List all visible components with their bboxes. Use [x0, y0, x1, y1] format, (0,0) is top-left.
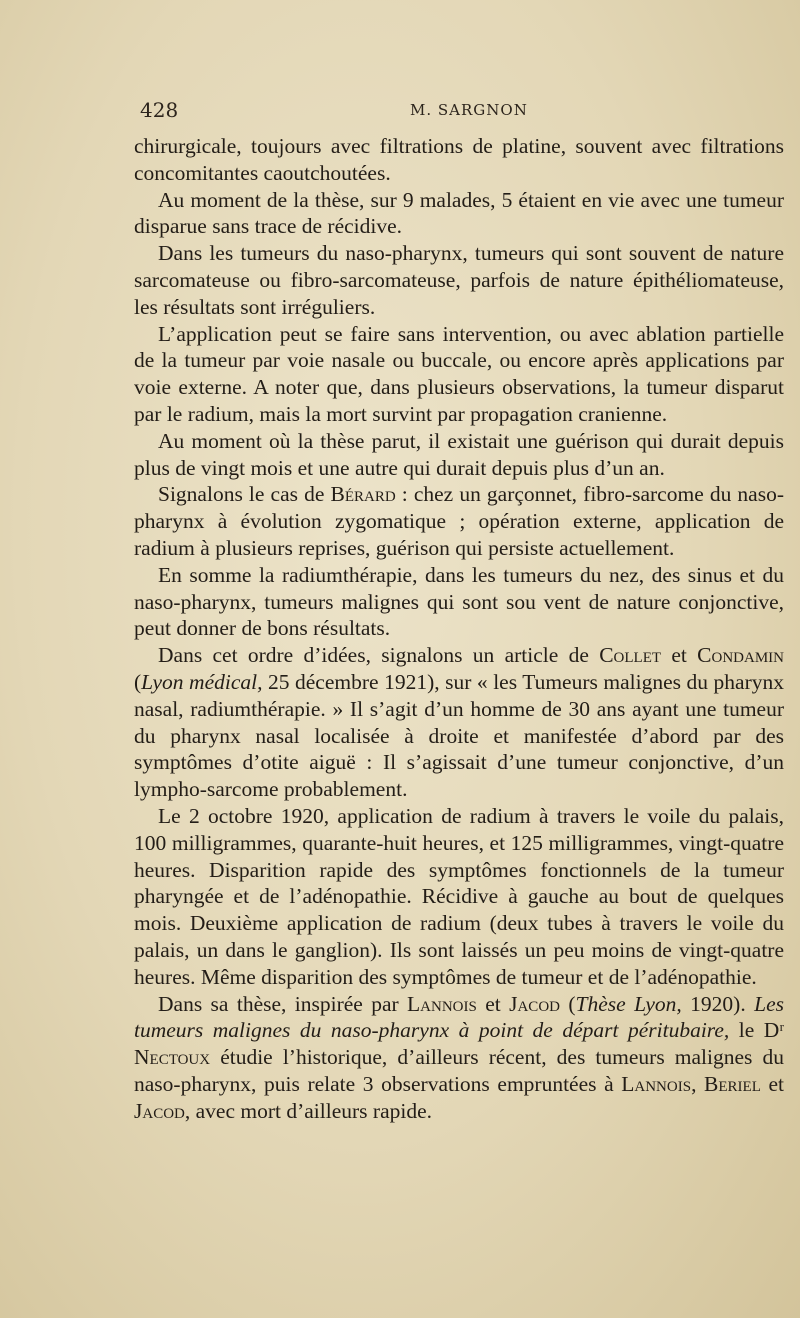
paragraph: [134, 642, 784, 803]
text-run: Signalons le cas de: [158, 482, 331, 507]
page-header: [140, 98, 780, 122]
journal-title: Lyon médical,: [141, 669, 263, 694]
text-run: Dans sa thèse, inspirée par: [158, 991, 408, 1016]
text-run: étudie l’historique, d’ailleurs récent, des tumeurs malignes du naso-pharynx, puis relate 3 observations empruntées à: [134, 1045, 784, 1096]
text-run: : chez un garçonnet, fibro-sarcome du naso-pharynx à évolution zygomatique ; opération externe, application de radium à plusieurs reprises, guérison qui persiste actuellement.: [134, 482, 785, 560]
text-run: , avec mort d’ailleurs rapide.: [184, 1098, 433, 1123]
author-name: Bérard: [330, 482, 396, 507]
body-text: [134, 133, 784, 1124]
text-run: et: [760, 1071, 784, 1096]
text-run: (: [134, 669, 142, 694]
author-name: Lannois: [621, 1071, 692, 1096]
paragraph: Au moment de la thèse, sur 9 malades, 5 étaient en vie avec une tumeur disparue sans trace de récidive.: [134, 187, 784, 239]
text-run: le Dʳ: [729, 1018, 785, 1043]
paragraph: chirurgicale, toujours avec filtrations de platine, souvent avec filtrations concomitantes caoutchoutées.: [134, 134, 784, 185]
text-run: et: [661, 643, 698, 668]
author-name: Collet: [599, 643, 662, 668]
text-run: 25 décembre 1921), sur « les Tumeurs malignes du pharynx nasal, radiumthérapie. » Il s’agit d’un homme de 30 ans ayant une tumeur du pharynx nasal localisée à droite et manifestée d’abord par des symptômes d’otite aiguë : Il s’agissait d’une tumeur conjonctive, d’un lympho-sarcome probablement.: [134, 669, 784, 802]
paragraph: En somme la radiumthérapie, dans les tumeurs du nez, des sinus et du naso-pharynx, tumeurs malignes qui sont sou vent de nature conjonctive, peut donner de bons résultats.: [134, 562, 784, 641]
author-name: Jacod: [509, 991, 560, 1016]
paragraph: Le 2 octobre 1920, application de radium à travers le voile du palais, 100 milligrammes, quarante-huit heures, et 125 milligrammes, vingt-quatre heures. Disparition rapide des symptômes fonctionnels de la tumeur pharyngée et de l’adénopathie. Récidive à gauche au bout de quelques mois. Deuxième application de radium (deux tubes à travers le voile du palais, un dans le ganglion). Ils sont laissés un peu moins de vingt-quatre heures. Même disparition des symptômes de tumeur et de l’adénopathie.: [134, 803, 784, 989]
author-name: Condamin: [697, 643, 784, 668]
author-name: Beriel: [704, 1071, 761, 1096]
paragraph: Au moment où la thèse parut, il existait une guérison qui durait depuis plus de vingt mois et une autre qui durait depuis plus d’un an.: [134, 428, 784, 480]
text-run: et: [476, 991, 510, 1016]
paragraph: [134, 991, 784, 1125]
thesis-reference: Thèse Lyon,: [575, 991, 682, 1016]
paragraph: Dans les tumeurs du naso-pharynx, tumeurs qui sont souvent de nature sarcomateuse ou fibro-sarcomateuse, parfois de nature épithéliomateuse, les résultats sont irréguliers.: [134, 241, 784, 319]
paragraph: [134, 481, 784, 561]
paragraph: L’application peut se faire sans intervention, ou avec ablation partielle de la tumeur par voie nasale ou buccale, ou encore après applications par voie externe. A noter que, dans plusieurs observations, la tumeur disparut par le radium, mais la mort survint par propagation cranienne.: [134, 321, 784, 426]
text-run: (: [559, 991, 576, 1016]
page-number: 428: [140, 98, 179, 122]
work-title: Les tumeurs malignes du naso-pharynx à point de départ péritubaire,: [134, 991, 784, 1043]
author-name: Nectoux: [134, 1045, 211, 1070]
text-run: ,: [691, 1071, 705, 1096]
running-head: M. SARGNON: [410, 101, 528, 119]
text-run: 1920).: [681, 991, 755, 1016]
author-name: Lannois: [407, 991, 477, 1016]
text-run: Dans cet ordre d’idées, signalons un article de: [158, 643, 600, 668]
author-name: Jacod: [134, 1098, 185, 1123]
